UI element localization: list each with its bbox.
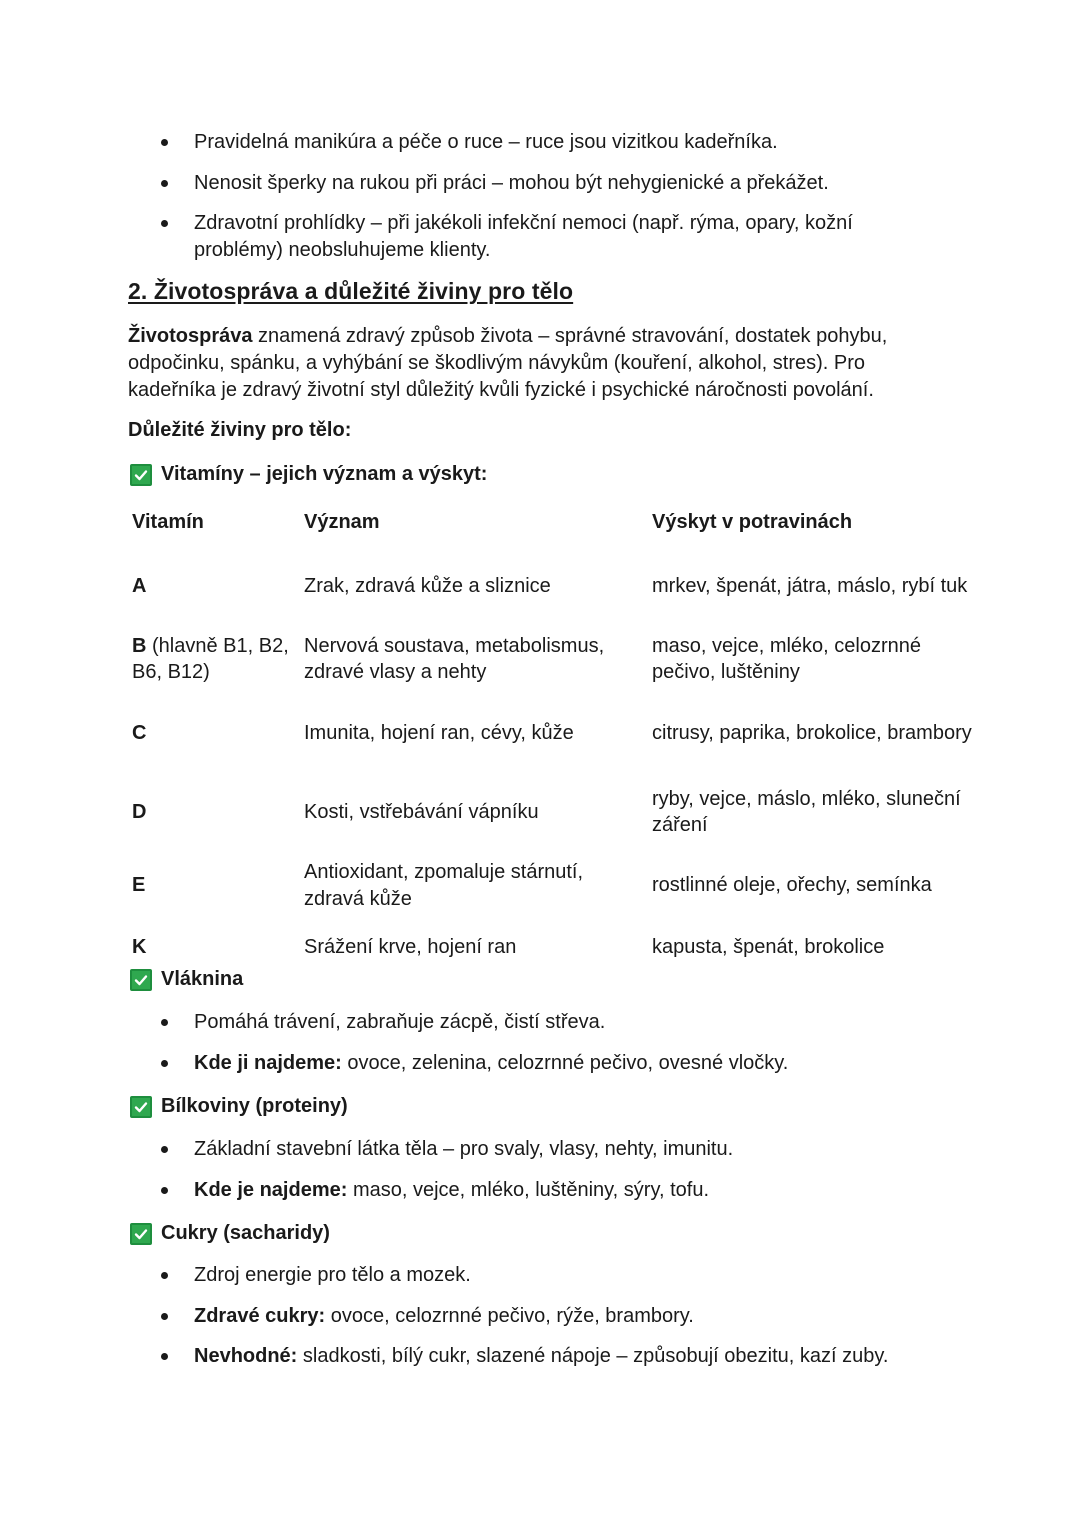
bullet-icon bbox=[161, 1060, 168, 1067]
header-meaning: Význam bbox=[304, 510, 380, 533]
bullet-icon bbox=[161, 1019, 168, 1026]
list-item bbox=[128, 1009, 988, 1036]
list-item-text: Pomáhá trávení, zabraňuje zácpě, čistí střeva. bbox=[194, 1011, 606, 1033]
vitamin-cell bbox=[128, 544, 300, 628]
nutrients-label: Důležité živiny pro tělo: bbox=[128, 419, 352, 441]
vitamins-table bbox=[128, 500, 976, 971]
sources-cell: ryby, vejce, máslo, mléko, sluneční záření bbox=[652, 787, 961, 836]
table-row bbox=[128, 776, 976, 848]
list-item-label: Zdravé cukry: bbox=[194, 1304, 326, 1327]
vitamin-name: C bbox=[132, 721, 147, 744]
vitamins-heading-text: Vitamíny – jejich význam a výskyt: bbox=[161, 463, 488, 485]
bullet-icon bbox=[161, 1272, 168, 1279]
sugars-heading bbox=[130, 1222, 330, 1245]
fiber-heading-text: Vláknina bbox=[161, 968, 244, 990]
list-item bbox=[128, 1050, 988, 1077]
list-item bbox=[128, 1343, 988, 1370]
sources-cell: maso, vejce, mléko, celozrnné pečivo, luštěniny bbox=[652, 634, 922, 683]
intro-text: znamená zdravý způsob života – správné stravování, dostatek pohybu, odpočinku, spánku, a vyhýbání se škodlivým návykům (kouření, alkohol, stres). Pro kadeřníka je zdravý životní styl důležitý kvůli fyzické i psychické náročnosti povolání. bbox=[128, 325, 888, 401]
list-item-text: Základní stavební látka těla – pro svaly, vlasy, nehty, imunitu. bbox=[194, 1138, 734, 1160]
table-row bbox=[128, 628, 976, 690]
table-row bbox=[128, 923, 976, 971]
bullet-icon bbox=[161, 220, 168, 227]
vitamin-cell bbox=[128, 776, 300, 848]
table-header-row bbox=[128, 500, 976, 544]
sources-cell: mrkev, špenát, játra, máslo, rybí tuk bbox=[652, 574, 968, 597]
list-item-text: Zdroj energie pro tělo a mozek. bbox=[194, 1264, 471, 1286]
list-item-text: sladkosti, bílý cukr, slazené nápoje – způsobují obezitu, kazí zuby. bbox=[297, 1345, 889, 1367]
list-item bbox=[128, 1136, 988, 1163]
vitamin-name: E bbox=[132, 874, 146, 897]
meaning-cell: Nervová soustava, metabolismus, zdravé vlasy a nehty bbox=[304, 634, 605, 683]
vitamin-name: D bbox=[132, 800, 147, 823]
bullet-icon bbox=[161, 139, 168, 146]
list-item-label: Nevhodné: bbox=[194, 1345, 298, 1367]
intro-term: Životospráva bbox=[128, 325, 253, 347]
protein-list bbox=[128, 1136, 988, 1203]
list-item-text: ovoce, zelenina, celozrnné pečivo, ovesné vločky. bbox=[341, 1051, 789, 1074]
protein-heading-text: Bílkoviny (proteiny) bbox=[161, 1095, 348, 1117]
list-item bbox=[128, 1262, 988, 1289]
vitamins-heading bbox=[130, 463, 487, 486]
vitamin-cell bbox=[128, 628, 300, 690]
bullet-icon bbox=[161, 1313, 168, 1320]
list-item bbox=[128, 1177, 988, 1204]
table-row bbox=[128, 690, 976, 776]
meaning-cell: Zrak, zdravá kůže a sliznice bbox=[304, 574, 551, 597]
meaning-cell: Antioxidant, zpomaluje stárnutí, zdravá kůže bbox=[304, 861, 584, 910]
vitamin-cell bbox=[128, 690, 300, 776]
list-item-text: Nenosit šperky na rukou při práci – mohou být nehygienické a překážet. bbox=[194, 171, 829, 194]
vitamin-cell bbox=[128, 848, 300, 923]
fiber-heading bbox=[130, 968, 243, 991]
meaning-cell: Srážení krve, hojení ran bbox=[304, 935, 517, 958]
vitamin-name: K bbox=[132, 935, 147, 958]
list-item bbox=[128, 1303, 988, 1330]
fiber-list bbox=[128, 1009, 988, 1076]
bullet-icon bbox=[161, 1187, 168, 1194]
header-sources: Výskyt v potravinách bbox=[652, 510, 853, 533]
top-bullet-list bbox=[128, 129, 988, 263]
list-item-text: ovoce, celozrnné pečivo, rýže, brambory. bbox=[325, 1304, 694, 1327]
header-vitamin: Vitamín bbox=[132, 510, 204, 533]
check-icon bbox=[130, 969, 152, 991]
sources-cell: rostlinné oleje, ořechy, semínka bbox=[652, 874, 932, 897]
sugars-heading-text: Cukry (sacharidy) bbox=[161, 1222, 330, 1244]
list-item-label: Kde je najdeme: bbox=[194, 1178, 348, 1201]
meaning-cell: Imunita, hojení ran, cévy, kůže bbox=[304, 721, 574, 744]
sugars-list bbox=[128, 1262, 988, 1370]
meaning-cell: Kosti, vstřebávání vápníku bbox=[304, 800, 539, 823]
list-item-text: Zdravotní prohlídky – při jakékoli infekční nemoci (např. rýma, opary, kožní problémy) neobsluhujeme klienty. bbox=[194, 212, 853, 261]
vitamin-name: A bbox=[132, 574, 147, 597]
vitamin-extra: (hlavně B1, B2, B6, B12) bbox=[132, 634, 289, 683]
check-icon bbox=[130, 1096, 152, 1118]
list-item bbox=[128, 129, 988, 156]
list-item bbox=[128, 170, 988, 197]
vitamin-name: B bbox=[132, 634, 147, 657]
check-icon bbox=[130, 1223, 152, 1245]
list-item-text: maso, vejce, mléko, luštěniny, sýry, tofu. bbox=[347, 1178, 710, 1201]
intro-paragraph bbox=[128, 323, 958, 404]
check-icon bbox=[130, 464, 152, 486]
bullet-icon bbox=[161, 1146, 168, 1153]
table-row bbox=[128, 544, 976, 628]
protein-heading bbox=[130, 1095, 348, 1118]
list-item-text: Pravidelná manikúra a péče o ruce – ruce jsou vizitkou kadeřníka. bbox=[194, 131, 778, 153]
list-item-label: Kde ji najdeme: bbox=[194, 1051, 342, 1074]
list-item bbox=[128, 210, 894, 263]
bullet-icon bbox=[161, 180, 168, 187]
table-row bbox=[128, 848, 976, 923]
sources-cell: citrusy, paprika, brokolice, brambory bbox=[652, 721, 972, 744]
bullet-icon bbox=[161, 1353, 168, 1360]
vitamin-cell bbox=[128, 923, 300, 971]
sources-cell: kapusta, špenát, brokolice bbox=[652, 935, 885, 958]
section-heading: 2. Životospráva a důležité živiny pro tělo bbox=[128, 278, 574, 304]
